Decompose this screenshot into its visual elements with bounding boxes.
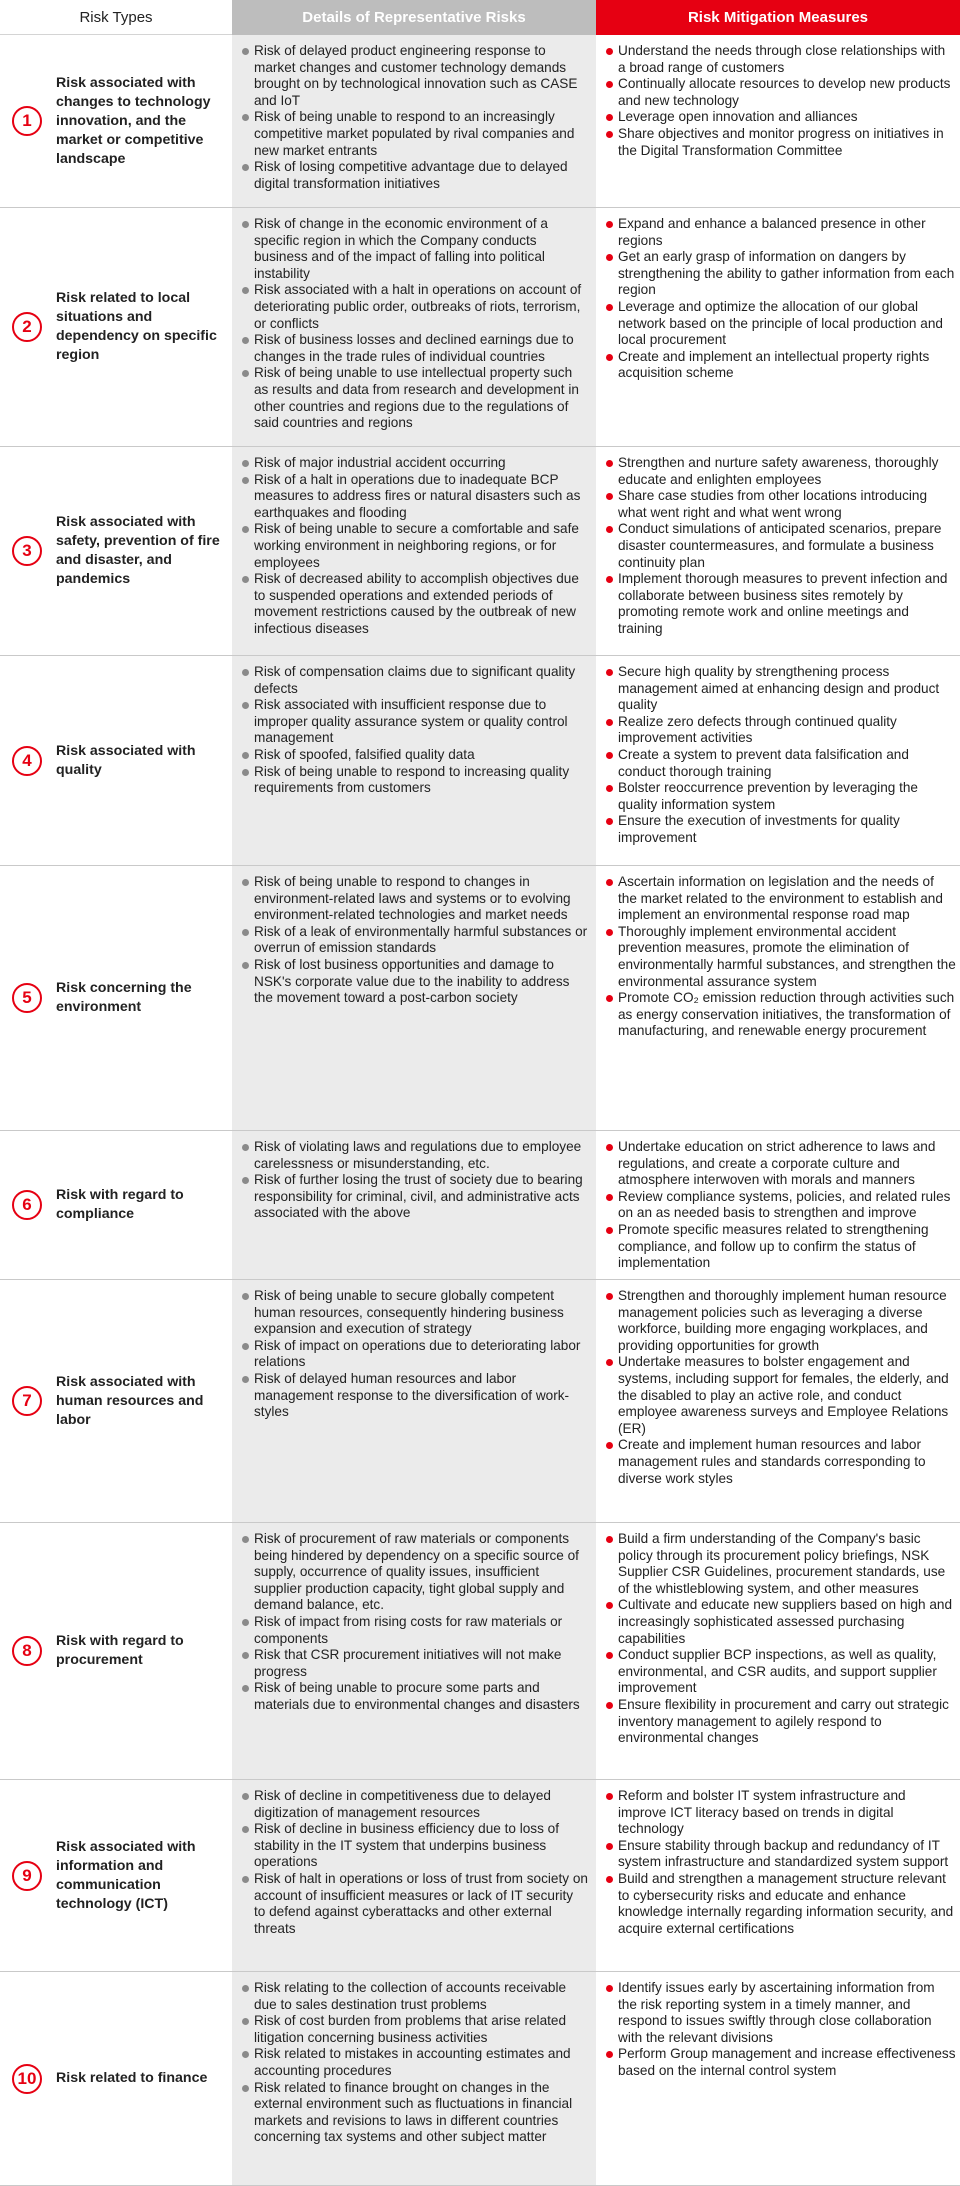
risk-details-cell — [232, 35, 596, 207]
risk-type-name: Risk associated with changes to technology innovation, and the market or competitive landscape — [56, 74, 211, 167]
risk-detail-item: Risk of being unable to respond to changes in environment-related laws and systems or to evolving environment-related technologies and market needs — [242, 874, 588, 924]
mitigation-list — [606, 216, 956, 382]
mitigation-item: Continually allocate resources to develop new products and new technology — [606, 76, 956, 109]
risk-type-name: Risk associated with quality — [56, 742, 196, 778]
mitigation-list — [606, 1139, 956, 1272]
risk-details-cell — [232, 1780, 596, 1971]
risk-type-cell — [0, 447, 232, 655]
risk-details-list — [242, 1531, 588, 1714]
mitigation-item: Build and strengthen a management structure relevant to cybersecurity risks and educate and enhance knowledge internally regarding information security, and acquire external certifications — [606, 1871, 956, 1937]
header-measures: Risk Mitigation Measures — [596, 0, 960, 35]
risk-details-cell — [232, 656, 596, 865]
mitigation-cell — [596, 1972, 960, 2185]
risk-number-badge: 5 — [12, 983, 42, 1013]
risk-type-name: Risk associated with human resources and labor — [56, 1373, 204, 1428]
mitigation-item: Review compliance systems, policies, and related rules on an as needed basis to strengthen and improve — [606, 1189, 956, 1222]
mitigation-item: Realize zero defects through continued quality improvement activities — [606, 714, 956, 747]
risk-details-cell — [232, 1280, 596, 1522]
mitigation-item: Strengthen and nurture safety awareness, thoroughly educate and enlighten employees — [606, 455, 956, 488]
mitigation-cell — [596, 447, 960, 655]
mitigation-item: Ensure flexibility in procurement and carry out strategic inventory management to agilely respond to environmental changes — [606, 1697, 956, 1747]
table-row — [0, 1972, 960, 2186]
mitigation-cell — [596, 1131, 960, 1279]
risk-details-cell — [232, 866, 596, 1130]
risk-detail-item: Risk of procurement of raw materials or components being hindered by dependency on a specific source of supply, occurrence of quality issues, insufficient supplier production capacity, tight global supply and demand balance, etc. — [242, 1531, 588, 1614]
mitigation-item: Implement thorough measures to prevent infection and collaborate between business sites remotely by promoting remote work and online meetings and training — [606, 571, 956, 637]
risk-type-cell — [0, 656, 232, 865]
table-body — [0, 35, 960, 2186]
risk-details-list — [242, 43, 588, 192]
risk-type-cell — [0, 1523, 232, 1779]
risk-detail-item: Risk of a halt in operations due to inadequate BCP measures to address fires or natural disasters such as earthquakes and flooding — [242, 472, 588, 522]
mitigation-item: Perform Group management and increase effectiveness based on the internal control system — [606, 2046, 956, 2079]
risk-number-badge: 6 — [12, 1190, 42, 1220]
risk-detail-item: Risk of a leak of environmentally harmful substances or overrun of emission standards — [242, 924, 588, 957]
risk-detail-item: Risk associated with a halt in operations on account of deteriorating public order, outbreaks of riots, terrorism, or conflicts — [242, 282, 588, 332]
mitigation-item: Conduct supplier BCP inspections, as well as quality, environmental, and CSR audits, and support supplier improvement — [606, 1647, 956, 1697]
mitigation-item: Ascertain information on legislation and the needs of the market related to the environment to establish and implement an environmental response road map — [606, 874, 956, 924]
mitigation-item: Promote CO₂ emission reduction through activities such as energy conservation initiatives, the transformation of manufacturing, and renewable energy procurement — [606, 990, 956, 1040]
risk-detail-item: Risk of being unable to use intellectual property such as results and data from research and development in other countries and regions due to the regulations of said countries and regions — [242, 365, 588, 431]
risk-detail-item: Risk of violating laws and regulations due to employee carelessness or misunderstanding, etc. — [242, 1139, 588, 1172]
risk-detail-item: Risk of impact on operations due to deteriorating labor relations — [242, 1338, 588, 1371]
mitigation-list — [606, 664, 956, 847]
risk-detail-item: Risk of major industrial accident occurring — [242, 455, 588, 472]
table-row — [0, 1131, 960, 1280]
mitigation-cell — [596, 208, 960, 446]
risk-detail-item: Risk of cost burden from problems that arise related litigation concerning business activities — [242, 2013, 588, 2046]
risk-type-name: Risk related to finance — [56, 2070, 208, 2086]
mitigation-item: Get an early grasp of information on dangers by strengthening the ability to gather information from each region — [606, 249, 956, 299]
mitigation-item: Understand the needs through close relationships with a broad range of customers — [606, 43, 956, 76]
mitigation-item: Identify issues early by ascertaining information from the risk reporting system in a timely manner, and respond to issues swiftly through close collaboration with the relevant divisions — [606, 1980, 956, 2046]
mitigation-item: Bolster reoccurrence prevention by leveraging the quality information system — [606, 780, 956, 813]
risk-type-cell — [0, 1780, 232, 1971]
risk-details-cell — [232, 1972, 596, 2185]
mitigation-item: Promote specific measures related to strengthening compliance, and follow up to confirm the status of implementation — [606, 1222, 956, 1272]
header-details: Details of Representative Risks — [232, 0, 596, 35]
mitigation-item: Share case studies from other locations introducing what went right and what went wrong — [606, 488, 956, 521]
table-row — [0, 35, 960, 208]
risk-detail-item: Risk of business losses and declined earnings due to changes in the trade rules of individual countries — [242, 332, 588, 365]
table-header — [0, 0, 960, 35]
risk-detail-item: Risk of decreased ability to accomplish objectives due to suspended operations and extended periods of movement restrictions caused by the outbreak of new infectious diseases — [242, 571, 588, 637]
risk-type-cell — [0, 35, 232, 207]
table-row — [0, 656, 960, 866]
table-row — [0, 1780, 960, 1972]
risk-details-list — [242, 664, 588, 797]
mitigation-item: Build a firm understanding of the Company's basic policy through its procurement policy briefings, NSK Supplier CSR Guidelines, procurement standards, use of the whistleblowing system, and other measures — [606, 1531, 956, 1597]
risk-detail-item: Risk related to finance brought on changes in the external environment such as fluctuations in financial markets and revisions to laws in different countries concerning tax systems and other subject matter — [242, 2080, 588, 2146]
risk-type-cell — [0, 1131, 232, 1279]
mitigation-item: Undertake measures to bolster engagement and systems, including support for females, the elderly, and the disabled to play an active role, and conduct employee awareness surveys and Employee Relations (ER) — [606, 1354, 956, 1437]
risk-type-name: Risk with regard to procurement — [56, 1633, 184, 1668]
mitigation-cell — [596, 1780, 960, 1971]
risk-detail-item: Risk of being unable to secure globally competent human resources, consequently hindering business expansion and execution of strategy — [242, 1288, 588, 1338]
risk-type-name: Risk associated with safety, prevention of fire and disaster, and pandemics — [56, 514, 220, 587]
risk-detail-item: Risk associated with insufficient response due to improper quality assurance system or quality control management — [242, 697, 588, 747]
mitigation-item: Reform and bolster IT system infrastructure and improve ICT literacy based on trends in digital technology — [606, 1788, 956, 1838]
risk-type-name: Risk related to local situations and dependency on specific region — [56, 290, 217, 363]
risk-details-cell — [232, 1131, 596, 1279]
mitigation-item: Create and implement an intellectual property rights acquisition scheme — [606, 349, 956, 382]
risk-detail-item: Risk of impact from rising costs for raw materials or components — [242, 1614, 588, 1647]
risk-detail-item: Risk of delayed human resources and labor management response to the diversification of work-styles — [242, 1371, 588, 1421]
risk-detail-item: Risk of lost business opportunities and damage to NSK's corporate value due to the inability to address the movement toward a post-carbon society — [242, 957, 588, 1007]
risk-details-list — [242, 216, 588, 432]
risk-number-badge: 7 — [12, 1386, 42, 1416]
risk-details-list — [242, 1288, 588, 1421]
risk-details-list — [242, 455, 588, 638]
risk-number-badge: 3 — [12, 536, 42, 566]
table-row — [0, 447, 960, 656]
mitigation-cell — [596, 656, 960, 865]
mitigation-cell — [596, 35, 960, 207]
risk-number-badge: 9 — [12, 1861, 42, 1891]
risk-detail-item: Risk of further losing the trust of society due to bearing responsibility for criminal, civil, and administrative acts associated with the above — [242, 1172, 588, 1222]
mitigation-cell — [596, 1280, 960, 1522]
mitigation-cell — [596, 1523, 960, 1779]
mitigation-item: Secure high quality by strengthening process management aimed at enhancing design and product quality — [606, 664, 956, 714]
risk-detail-item: Risk of decline in business efficiency due to loss of stability in the IT system that underpins business operations — [242, 1821, 588, 1871]
risk-details-list — [242, 1980, 588, 2146]
table-row — [0, 208, 960, 447]
risk-type-cell — [0, 1280, 232, 1522]
mitigation-item: Undertake education on strict adherence to laws and regulations, and create a corporate culture and atmosphere interwoven with morals and manners — [606, 1139, 956, 1189]
mitigation-item: Create and implement human resources and labor management rules and standards corresponding to diverse work styles — [606, 1437, 956, 1487]
mitigation-list — [606, 874, 956, 1040]
risk-type-cell — [0, 208, 232, 446]
risk-details-list — [242, 1788, 588, 1937]
mitigation-list — [606, 1288, 956, 1487]
mitigation-item: Ensure the execution of investments for quality improvement — [606, 813, 956, 846]
mitigation-list — [606, 43, 956, 159]
risk-details-list — [242, 874, 588, 1007]
risk-number-badge: 8 — [12, 1636, 42, 1666]
table-row — [0, 1523, 960, 1780]
risk-details-list — [242, 1139, 588, 1222]
risk-detail-item: Risk that CSR procurement initiatives will not make progress — [242, 1647, 588, 1680]
risk-number-badge: 4 — [12, 746, 42, 776]
mitigation-item: Conduct simulations of anticipated scenarios, prepare disaster countermeasures, and formulate a business continuity plan — [606, 521, 956, 571]
mitigation-cell — [596, 866, 960, 1130]
risk-type-cell — [0, 866, 232, 1130]
risk-type-cell — [0, 1972, 232, 2185]
mitigation-list — [606, 455, 956, 638]
risk-detail-item: Risk of halt in operations or loss of trust from society on account of insufficient measures or lack of IT security to defend against cyberattacks and other external threats — [242, 1871, 588, 1937]
risk-detail-item: Risk of change in the economic environment of a specific region in which the Company conducts business and of the impact of falling into political instability — [242, 216, 588, 282]
table-row — [0, 1280, 960, 1523]
risk-number-badge: 1 — [12, 106, 42, 136]
risk-type-name: Risk with regard to compliance — [56, 1187, 184, 1222]
table-row — [0, 866, 960, 1131]
mitigation-item: Share objectives and monitor progress on initiatives in the Digital Transformation Committee — [606, 126, 956, 159]
mitigation-item: Leverage and optimize the allocation of our global network based on the principle of local production and local procurement — [606, 299, 956, 349]
mitigation-item: Thoroughly implement environmental accident prevention measures, promote the elimination of environmentally harmful substances, and strengthen the environmental assurance system — [606, 924, 956, 990]
mitigation-item: Create a system to prevent data falsification and conduct thorough training — [606, 747, 956, 780]
mitigation-item: Expand and enhance a balanced presence in other regions — [606, 216, 956, 249]
risk-number-badge: 10 — [12, 2064, 42, 2094]
risk-number-badge: 2 — [12, 312, 42, 342]
risk-detail-item: Risk of decline in competitiveness due to delayed digitization of management resources — [242, 1788, 588, 1821]
mitigation-item: Strengthen and thoroughly implement human resource management policies such as leveraging a diverse workforce, building more engaging workplaces, and providing opportunities for growth — [606, 1288, 956, 1354]
risk-detail-item: Risk of compensation claims due to significant quality defects — [242, 664, 588, 697]
risk-detail-item: Risk relating to the collection of accounts receivable due to sales destination trust problems — [242, 1980, 588, 2013]
risk-detail-item: Risk of spoofed, falsified quality data — [242, 747, 588, 764]
risk-type-name: Risk concerning the environment — [56, 980, 192, 1015]
header-risk-types: Risk Types — [0, 0, 232, 35]
mitigation-item: Ensure stability through backup and redundancy of IT system infrastructure and standardized system support — [606, 1838, 956, 1871]
risk-detail-item: Risk of being unable to respond to increasing quality requirements from customers — [242, 764, 588, 797]
mitigation-list — [606, 1531, 956, 1747]
risk-details-cell — [232, 1523, 596, 1779]
risk-detail-item: Risk of losing competitive advantage due to delayed digital transformation initiatives — [242, 159, 588, 192]
risk-detail-item: Risk of being unable to secure a comfortable and safe working environment in neighboring regions, or for employees — [242, 521, 588, 571]
mitigation-item: Cultivate and educate new suppliers based on high and increasingly sophisticated assessed purchasing capabilities — [606, 1597, 956, 1647]
mitigation-item: Leverage open innovation and alliances — [606, 109, 956, 126]
risk-detail-item: Risk of being unable to procure some parts and materials due to environmental changes and disasters — [242, 1680, 588, 1713]
risk-type-name: Risk associated with information and communication technology (ICT) — [56, 1838, 196, 1912]
risk-details-cell — [232, 208, 596, 446]
mitigation-list — [606, 1788, 956, 1937]
risk-detail-item: Risk of being unable to respond to an increasingly competitive market populated by rival companies and new market entrants — [242, 109, 588, 159]
risk-detail-item: Risk related to mistakes in accounting estimates and accounting procedures — [242, 2046, 588, 2079]
risk-detail-item: Risk of delayed product engineering response to market changes and customer technology demands brought on by technological innovation such as CASE and IoT — [242, 43, 588, 109]
risk-details-cell — [232, 447, 596, 655]
mitigation-list — [606, 1980, 956, 2080]
